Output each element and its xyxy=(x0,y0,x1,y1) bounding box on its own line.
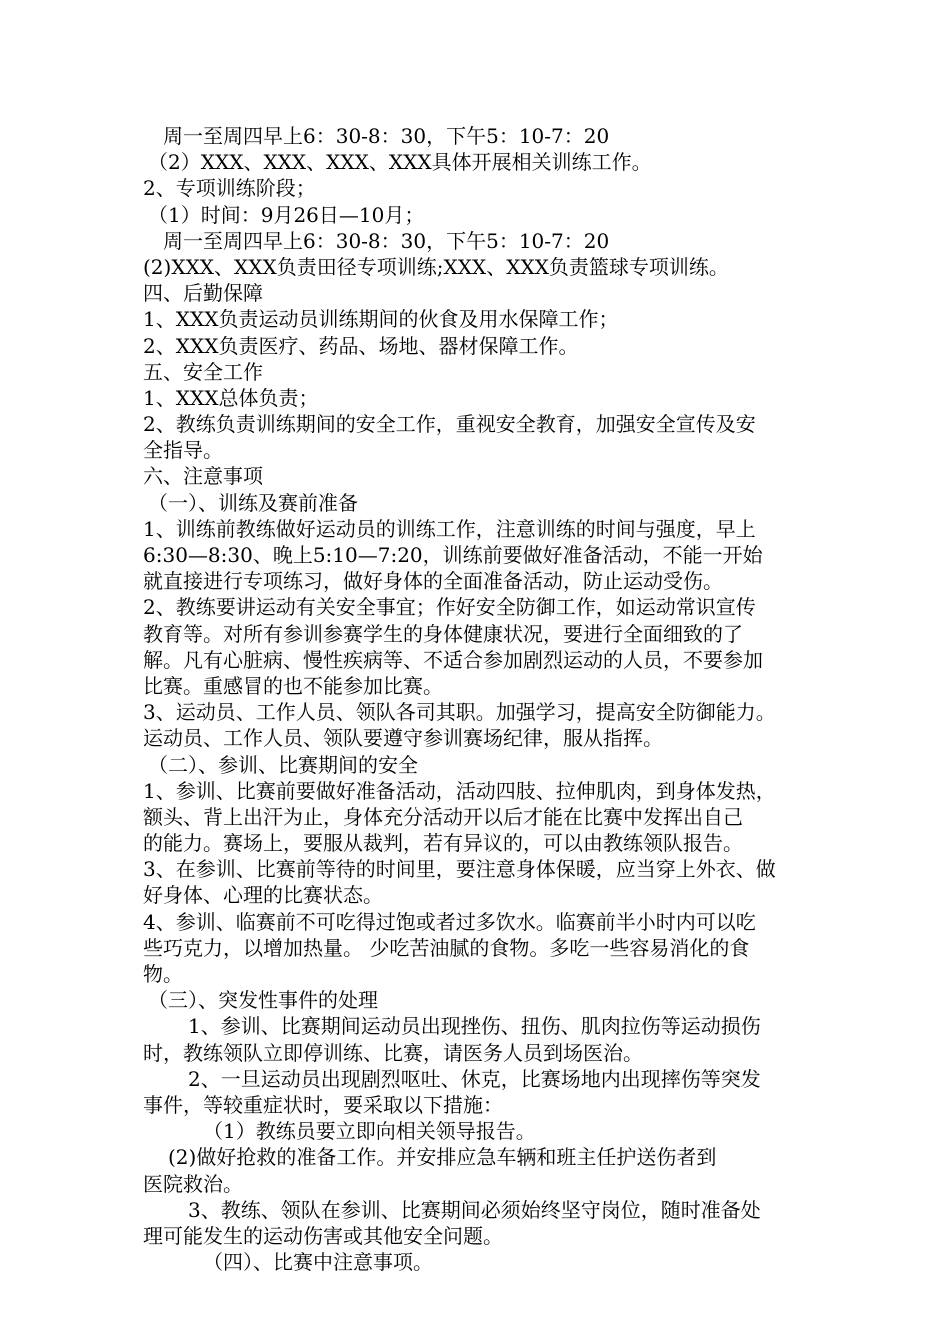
text-line: 时，教练领队立即停训练、比赛，请医务人员到场医治。 xyxy=(143,1040,643,1065)
text-line: 3、教练、领队在参训、比赛期间必须始终坚守岗位，随时准备处 xyxy=(188,1197,761,1222)
text-line: 些巧克力，以增加热量。 少吃苦油腻的食物。多吃一些容易消化的食 xyxy=(143,935,750,960)
text-line: 周一至周四早上6：30-8：30，下午5：10-7：20 xyxy=(163,228,610,253)
text-line: 1、训练前教练做好运动员的训练工作，注意训练的时间与强度，早上 xyxy=(143,516,756,541)
text-line: 教育等。对所有参训参赛学生的身体健康状况，要进行全面细致的了 xyxy=(143,621,743,646)
text-line: 运动员、工作人员、领队要遵守参训赛场纪律，服从指挥。 xyxy=(143,726,663,751)
text-line: 1、XXX总体负责； xyxy=(143,385,319,410)
text-line: 事件，等较重症状时，要采取以下措施： xyxy=(143,1092,503,1117)
text-line: 1、参训、比赛前要做好准备活动，活动四肢、拉伸肌肉，到身体发热， xyxy=(143,778,776,803)
text-line: 1、XXX负责运动员训练期间的伙食及用水保障工作； xyxy=(143,307,619,332)
text-line: 4、参训、临赛前不可吃得过饱或者过多饮水。临赛前半小时内可以吃 xyxy=(143,909,756,934)
subsection-heading: （一）、训练及赛前准备 xyxy=(148,490,358,515)
document-body xyxy=(143,123,811,1275)
text-line: 3、在参训、比赛前等待的时间里，要注意身体保暖，应当穿上外衣、做 xyxy=(143,857,776,882)
text-line: 就直接进行专项练习，做好身体的全面准备活动，防止运动受伤。 xyxy=(143,569,723,594)
section-heading: 四、后勤保障 xyxy=(143,281,263,306)
subsection-heading: （三）、突发性事件的处理 xyxy=(148,988,378,1013)
text-line: 的能力。赛场上，要服从裁判，若有异议的，可以由教练领队报告。 xyxy=(143,831,743,856)
text-line: 理可能发生的运动伤害或其他安全问题。 xyxy=(143,1223,503,1248)
subsection-heading: （二）、参训、比赛期间的安全 xyxy=(148,752,418,777)
section-heading: 五、安全工作 xyxy=(143,359,263,384)
text-line: (2)做好抢救的准备工作。并安排应急车辆和班主任护送伤者到 xyxy=(168,1145,717,1170)
text-line: 2、XXX负责医疗、药品、场地、器材保障工作。 xyxy=(143,333,579,358)
text-line: 1、参训、比赛期间运动员出现挫伤、扭伤、肌肉拉伤等运动损伤 xyxy=(188,1014,761,1039)
text-line: 2、一旦运动员出现剧烈呕吐、休克，比赛场地内出现摔伤等突发 xyxy=(188,1066,761,1091)
text-line: 2、教练负责训练期间的安全工作，重视安全教育，加强安全宣传及安 xyxy=(143,412,756,437)
text-line: 2、教练要讲运动有关安全事宜；作好安全防御工作，如运动常识宣传 xyxy=(143,595,756,620)
subsection-heading: （四）、比赛中注意事项。 xyxy=(203,1250,433,1275)
text-line: 周一至周四早上6：30-8：30，下午5：10-7：20 xyxy=(163,124,610,148)
text-line: 3、运动员、工作人员、领队各司其职。加强学习，提高安全防御能力。 xyxy=(143,700,776,725)
text-line: （1）时间：9月26日—10月； xyxy=(148,202,425,227)
text-line: （1）教练员要立即向相关领导报告。 xyxy=(203,1119,536,1144)
text-line: 额头、背上出汗为止，身体充分活动开以后才能在比赛中发挥出自己 xyxy=(143,804,743,829)
text-line: 2、专项训练阶段； xyxy=(143,176,316,201)
text-line: 好身体、心理的比赛状态。 xyxy=(143,883,383,908)
section-heading: 六、注意事项 xyxy=(143,464,263,489)
text-line: 比赛。重感冒的也不能参加比赛。 xyxy=(143,673,443,698)
text-line: 医院救治。 xyxy=(143,1171,243,1196)
text-line: 解。凡有心脏病、慢性疾病等、不适合参加剧烈运动的人员，不要参加 xyxy=(143,647,763,672)
text-line: 6:30—8:30、晚上5:10—7:20，训练前要做好准备活动，不能一开始 xyxy=(143,543,763,567)
text-line: 全指导。 xyxy=(143,438,223,463)
text-line: (2)XXX、XXX负责田径专项训练;XXX、XXX负责篮球专项训练。 xyxy=(143,254,729,279)
text-line: （2）XXX、XXX、XXX、XXX具体开展相关训练工作。 xyxy=(148,150,652,175)
text-line: 物。 xyxy=(143,962,183,986)
